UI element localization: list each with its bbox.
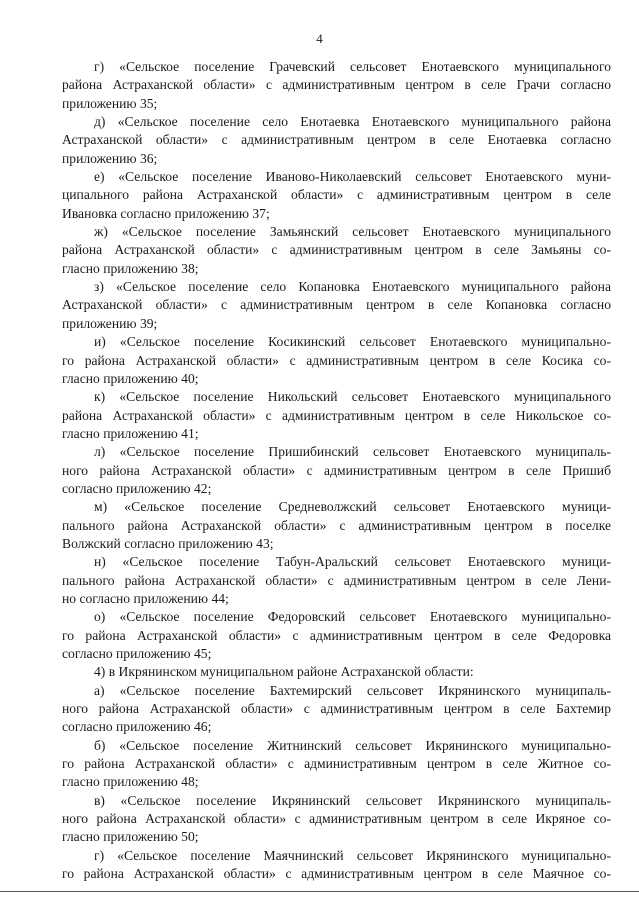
text-line: согласно приложению 42;: [62, 480, 212, 496]
text-line: н) «Сельское поселение Табун-Аральский сельсовет Енотаевского муници-: [94, 554, 611, 570]
page-bottom-divider: [0, 891, 639, 892]
text-line: приложению 36;: [62, 150, 158, 166]
text-line: пального района Астраханской области» с административным центром в селе Лени-: [62, 572, 611, 588]
text-line: пального района Астраханской области» с административным центром в поселке: [62, 517, 611, 533]
text-line: гласно приложению 38;: [62, 260, 199, 276]
text-line: района Астраханской области» с административным центром в селе Замьяны со-: [62, 242, 611, 258]
text-line: о) «Сельское поселение Федоровский сельсовет Енотаевского муниципально-: [94, 609, 611, 625]
text-line: гласно приложению 48;: [62, 774, 199, 790]
text-line: б) «Сельское поселение Житнинский сельсовет Икрянинского муниципально-: [94, 737, 611, 753]
text-line: гласно приложению 40;: [62, 370, 199, 386]
text-line: согласно приложению 46;: [62, 719, 212, 735]
text-line: е) «Сельское поселение Ивановo-Николаевский сельсовет Енотаевского муни-: [94, 169, 611, 185]
text-line: и) «Сельское поселение Косикинский сельсовет Енотаевского муниципально-: [94, 334, 611, 350]
text-line: района Астраханской области» с административным центром в селе Грачи согласно: [62, 77, 611, 93]
text-line: ж) «Сельское поселение Замьянский сельсовет Енотаевского муниципального: [94, 224, 611, 240]
text-line: ципального района Астраханской области» с административным центром в селе: [62, 187, 611, 203]
text-line: го района Астраханской области» с административным центром в селе Маячное со-: [62, 866, 611, 882]
text-line: го района Астраханской области» с административным центром в селе Житное со-: [62, 756, 611, 772]
text-line: м) «Сельское поселение Средневолжский сельсовет Енотаевского муници-: [94, 499, 611, 515]
text-line: ного района Астраханской области» с административным центром в селе Бахтемир: [62, 701, 611, 717]
text-line: приложению 35;: [62, 95, 158, 111]
text-line: г) «Сельское поселение Грачевский сельсовет Енотаевского муниципального: [94, 59, 611, 74]
text-line: в) «Сельское поселение Икрянинский сельсовет Икрянинского муниципаль-: [94, 792, 611, 808]
text-line: а) «Сельское поселение Бахтемирский сельсовет Икрянинского муниципаль-: [94, 682, 611, 698]
text-line: го района Астраханской области» с административным центром в селе Косика со-: [62, 352, 611, 368]
text-line: ного района Астраханской области» с административным центром в селе Пришиб: [62, 462, 611, 478]
text-line: г) «Сельское поселение Маячнинский сельсовет Икрянинского муниципально-: [94, 847, 611, 863]
text-line: района Астраханской области» с административным центром в селе Никольское со-: [62, 407, 611, 423]
text-line: гласно приложению 41;: [62, 425, 199, 441]
text-line: Астраханской области» с административным центром в селе Енотаевка согласно: [62, 132, 611, 148]
text-line: ного района Астраханской области» с административным центром в селе Икряное со-: [62, 811, 611, 827]
text-line: д) «Сельское поселение село Енотаевка Енотаевского муниципального района: [94, 114, 611, 130]
text-line: согласно приложению 45;: [62, 646, 212, 661]
text-line: з) «Сельское поселение село Копановка Енотаевского муниципального района: [94, 279, 611, 295]
text-line: 4) в Икрянинском муниципальном районе Астраханской области:: [94, 664, 474, 680]
document-body: [62, 58, 611, 883]
text-line: приложению 39;: [62, 315, 158, 331]
text-line: л) «Сельское поселение Пришибинский сельсовет Енотаевского муниципаль-: [94, 444, 611, 460]
text-line: гласно приложению 50;: [62, 829, 199, 845]
page-number: 4: [316, 31, 323, 46]
text-line: Ивановка согласно приложению 37;: [62, 205, 270, 221]
text-line: к) «Сельское поселение Никольский сельсовет Енотаевского муниципального: [94, 389, 611, 405]
text-line: го района Астраханской области» с административным центром в селе Федоровка: [62, 627, 611, 643]
text-line: но согласно приложению 44;: [62, 590, 229, 606]
text-line: Астраханской области» с административным центром в селе Копановка согласно: [62, 297, 611, 313]
text-line: Волжский согласно приложению 43;: [62, 535, 274, 551]
